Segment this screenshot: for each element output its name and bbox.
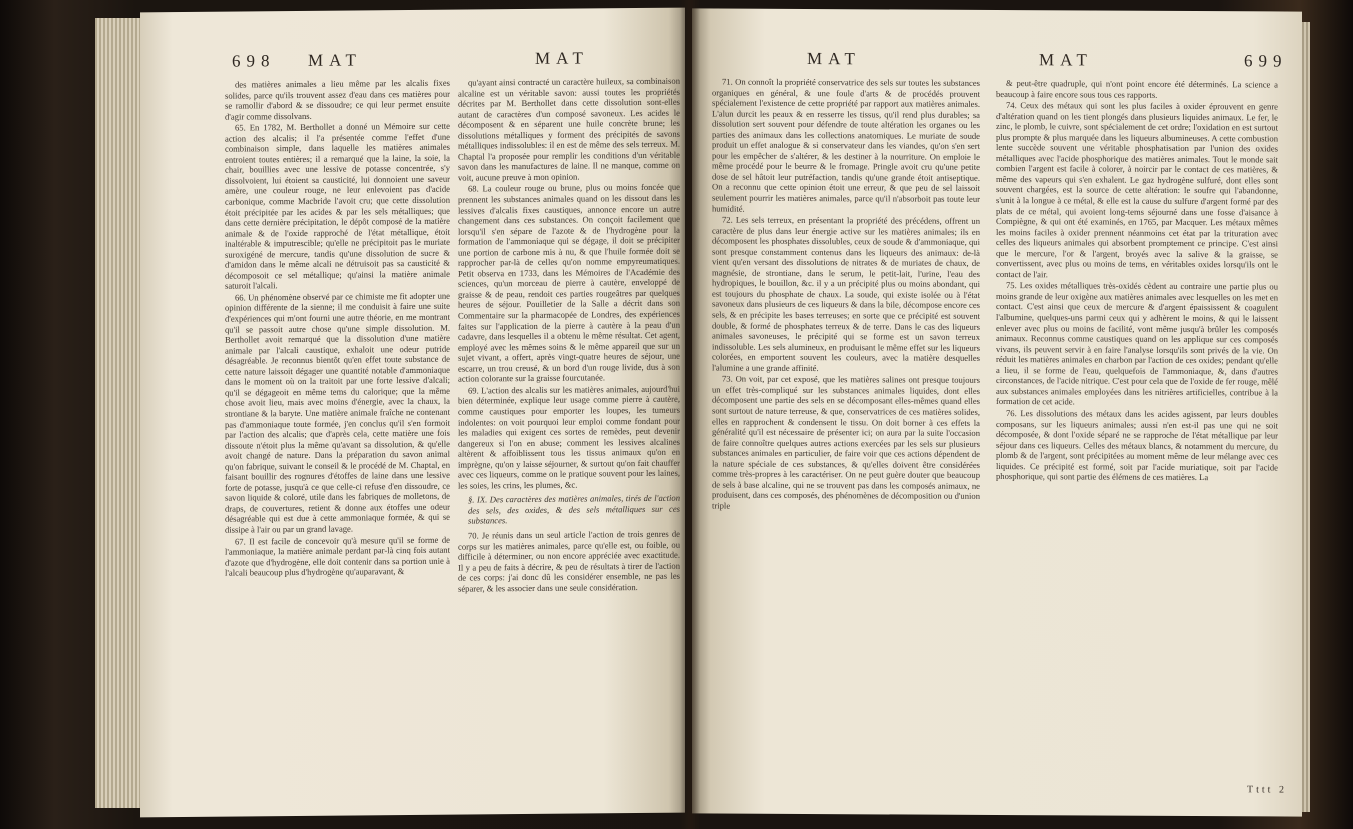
signature-mark: Tttt 2 [1247,784,1287,796]
paragraph: 65. En 1782, M. Berthollet a donné un Mémoire sur cette action des alcalis; il l'a présentée comme l'effet d'une combinaison simple, dans laquelle les matières animales entroient toutes entières; il a remarqué que la laine, la soie, la chair, bouillies avec une lessive de potasse concentrée, s'y dissolvoient, lui étoient sa causticité, lui donnoient une saveur amère, une couleur rouge, ne leur enlevoient pas d'acide carbonique, comme Macbride l'avoit cru; que cette dissolution étoit précipitée par les acides & par les sels métalliques; que dans cette dernière précipitation, le dépôt composé de la matière animale & de l'oxide rapproché de l'état métallique, étoit inaltérable & imputrescible; qu'elle ne précipitoit pas le muriate suroxigéné de mercure, tandis qu'une dissolution de sucre & d'amidon dans le même alcali ne détruisoit pas sa causticité & décomposoit ce sel métallique; qu'ainsi la matière animale saturoit l'alcali. [225,120,450,292]
left-column-2 [458,76,680,595]
paragraph: 75. Les oxides métalliques très-oxidés cèdent au contraire une partie plus ou moins grande de leur oxigène aux matières animales avec lesquelles on les met en contact. C'est ainsi que ceux de mercure & d'argent épaississent & coagulent l'albumine, quelques-uns parmi ceux qui y adhèrent le moins, & qui le laissent enlever avec plus ou moins de facilité, vont même jusqu'à brûler les composés animaux. Reconnus comme caustiques quand on les applique sur ces composés vivans, ils peuvent servir à en faire l'analyse lorsqu'ils sont privés de la vie. On réduit les matières animales en charbon par l'action de ces oxides; pendant qu'elle a lieu, il se forme de l'eau, quelquefois de l'ammoniaque, &, dans d'autres circonstances, de l'acide nitrique. C'est pour cela que de l'oxide de fer rouge, mêlé aux substances animales employées dans les nitrières artificielles, contribue à la formation de cet acide. [996,280,1278,407]
paragraph: 76. Les dissolutions des métaux dans les acides agissent, par leurs doubles composans, sur les liqueurs animales; aussi n'en est-il pas une qui ne soit décomposée, & dont l'oxide séparé ne se rapproche de l'état métallique par leur séjour dans ces liqueurs. Celles des métaux blancs, & notamment du mercure, du plomb & de l'argent, sont précipitées au moment même de leur mélange avec ces liquides. Ce précipité est formé, soit par l'acide muriatique, soit par l'acide phosphorique, qui sont partie des élémens de ces matières. La [996,408,1278,483]
running-head-right-b: MAT [1039,50,1093,70]
book-gutter [680,0,700,829]
right-column-1 [712,77,980,514]
paragraph: 72. Les sels terreux, en présentant la propriété des précédens, offrent un caractère de plus dans leur énergie active sur les matières animales; ils en décomposent les phosphates dissolubles, ceux de soude & d'ammoniaque, qui sont presque constamment contenus dans les liqueurs des animaux: de-là vient qu'en versant des dissolutions de nitrates & de muriates de chaux, de magnésie, de strontiane, dans le serum, le petit-lait, l'urine, l'eau des hydropiques, le bouillon, &c. il y a un précipité plus ou moins abondant, qui est toujours du phosphate de chaux. La soude, qui existe isolée ou à l'état savoneux dans plusieurs de ces liqueurs & dans la bile, décompose encore ces sels, & en précipite les bases terreuses; en sorte que ce précipité est souvent double, & formé de phosphates terreux & de terre. Dans le cas des liqueurs animales savoneuses, le précipité qui se forme est un savon terreux indissoluble. Les sels alumineux, en produisant le même effet sur les liqueurs colorées, en emportent souvent les couleurs, avec la matière desquelles l'alumine a une grande affinité. [712,214,980,373]
paragraph: 67. Il est facile de concevoir qu'à mesure qu'il se forme de l'ammoniaque, la matière animale perdant par-là cinq fois autant d'azote que d'hydrogène, elle doit contenir dans sa portion unie à l'alcali beaucoup plus d'hydrogène qu'auparavant, & [225,534,450,578]
running-head-left-a: MAT [308,50,362,70]
right-page [692,8,1302,816]
paragraph: qu'ayant ainsi contracté un caractère huileux, sa combinaison alcaline est un véritable savon: aussi toutes les propriétés décrites par M. Berthollet dans cette dissolution sont-elles autant de caractères d'un composé savoneux. Les acides le décomposent & en séparent une huile concrète brune; les dissolutions métalliques y forment des précipités de savons métalliques indissolubles: il en est de même des sels terreux. M. Chaptal l'a proposée pour remplir les conditions d'un véritable savon dans les manufactures de laine. Il ne manque, comme on voit, aucune preuve à mon opinion. [458,75,680,183]
running-head-right-a: MAT [807,49,861,69]
left-column-1 [225,78,450,580]
paragraph: 73. On voit, par cet exposé, que les matières salines ont presque toujours un effet très-compliqué sur les substances animales liquides, dont elles décomposent une partie des sels en se décomposant elles-mêmes quand elles sont surtout de nature terreuse, & que, conservatrices de ces matières solides, elles en rapprochent & condensent le tissu. On doit borner à ces effets la généralité qu'il est nécessaire de présenter ici; on aura par la suite l'occasion de faire connoître quelques autres actions exercées par les sels sur plusieurs substances animales en particulier, de faire voir que ces actions dépendent de la nature spéciale de ces substances, & qu'elles doivent être considérées comme très-propres à les caractériser. On ne peut guère douter que beaucoup de sels à base alcaline, qui ne se trouvent pas dans les composés animaux, ne produisent, dans ces composés, des phénomènes de décomposition ou d'union triple [712,373,980,511]
right-column-2 [996,78,1278,484]
page-number-right: 699 [1244,51,1288,71]
left-page [140,8,685,818]
paragraph: des matières animales a lieu même par les alcalis fixes solides, parce qu'ils trouvent assez d'eau dans ces matières pour se ramollir d'abord & se dissoudre; ce qui leur permet ensuite d'agir comme dissolvans. [225,77,450,122]
running-head-left-b: MAT [535,48,589,68]
paragraph: 68. La couleur rouge ou brune, plus ou moins foncée que prennent les substances animales quand on les dissout dans les lessives d'alcalis fixes caustiques, annonce encore un autre changement dans ces substances. On conçoit facilement que lorsqu'il s'en sépare de l'azote & de l'hydrogène pour la formation de l'ammoniaque qui se dégage, il doit se précipiter une portion de carbone mis à nu, & que l'huile formée doit se rapprocher par-là de celles qu'on nomme empyreumatiques. Petit observa en 1733, dans les Mémoires de l'Académie des sciences, qu'un morceau de pierre à cautère, enveloppé de graisse & de peau, rendoit ces parties rougeâtres par quelques heures de séjour. Pouilletier de la Salle a décrit dans son Commentaire sur la pharmacopée de Londres, des expériences faites sur l'application de la pierre à cautère à la peau d'un cadavre, dans lesquelles il a obtenu le même résultat. Cet agent, employé avec les mêmes soins & le même appareil que sur un sujet vivant, a offert, après vingt-quatre heures de séjour, une escarre, un trou creusé, & un bord d'un rouge livide, dus à son action colorante sur la graisse fourcutanée. [458,182,680,384]
paragraph: 66. Un phénomène observé par ce chimiste me fit adopter une opinion différente de la sienne; il me conduisit à faire une suite d'expériences qui m'ont fourni une autre théorie, en me montrant qu'il se passoit autre chose qu'une simple dissolution. M. Berthollet avoit remarqué que la dissolution d'une matière animale par l'alcali caustique, exhaloit une odeur putride désagréable. Je reconnus bientôt qu'en effet toute substance de cette nature laissoit dégager une quantité notable d'ammoniaque dans le moment où on la traitoit par une forte lessive d'alcali; qu'il se dégageoit en même tems du calorique; que la même chose avoit lieu, mais avec moins d'énergie, avec la chaux, la strontiane & la baryte. Une matière animale fraîche ne contenant pas d'ammoniaque toute formée, j'en conclus qu'il s'en formoit par l'action des alcalis; que d'après cela, cette matière une fois dissoute n'étoit plus la même qu'avant sa dissolution, & qu'elle avoit changé de nature. Dans la préparation du savon animal qu'on fabrique, suivant le conseil & le procédé de M. Chaptal, en faisant bouillir des rognures d'étoffes de laine dans une lessive forte de potasse, jusqu'à ce que celle-ci refuse d'en dissoudre, ce savon liquide & coloré, utile dans les fabriques de molletons, de draps, de couvertures, retient & donne aux étoffes une odeur désagréable qui est due à cette ammoniaque formée, & qui se dissipe à l'air ou par un grand lavage. [225,290,450,535]
paragraph: 70. Je réunis dans un seul article l'action de trois genres de corps sur les matières animales, parce qu'elle est, ou foible, ou difficile à déterminer, ou non encore appréciée avec exactitude. Il y a peu de faits à décrire, & peu de résultats à tirer de l'action de ces corps: j'ai donc dû les considérer ensemble, ne pas les séparer, & les associer dans une seule considération. [458,528,680,594]
page-stack-left [95,18,145,808]
page-number-left: 698 [232,51,276,71]
paragraph: 74. Ceux des métaux qui sont les plus faciles à oxider éprouvent en genre d'altération quand on les tient plongés dans plusieurs liquides animaux. Le fer, le zinc, le plomb, le cuivre, sont spécialement de cet ordre; l'oxidation en est surtout plus prompte & plus marquée dans les liqueurs albumineuses. A cette combustion lente succède souvent une véritable phosphatisation par l'union des oxides métalliques avec l'acide phosphorique des matières animales. Tout le monde sait combien l'argent est facile à colorer, à noircir par le contact de ces matières, & même des vapeurs qui s'en exhalent. Le gaz hydrogène sulfuré, dont elles sont souvent chargées, est la source de cette altération: le soufre qui l'abandonne, s'unit à la longue à ce métal, & elle est la cause du sulfure d'argent formé par des plats de ce métal, qui avoient long-tems séjourné dans une fosse d'aisance à Compiègne, & qui ont été examinés, en 1765, par Macquer. Les métaux mêmes les moins faciles à oxider prennent néanmoins cet état par la trituration avec celles des liqueurs animales qui absorbent promptement ce principe. C'est ainsi que le mercure, l'or & l'argent, broyés avec la salive & la graisse, se convertissent, avec plus ou moins de tems, en véritables oxides lorsqu'ils ont le contact de l'air. [996,100,1278,280]
section-heading: §. IX. Des caractères des matières animales, tirés de l'action des sels, des oxides, & des sels métalliques sur ces substances. [468,492,680,526]
paragraph: 71. On connoît la propriété conservatrice des sels sur toutes les substances organiques en général, & une foule d'arts & de procédés prouvent spécialement l'existence de cette propriété par rapport aux matières animales. L'alun durcit les peaux & en resserre les tissus, qu'il rend plus durables; sa dissolution sert souvent pour défendre de toute altération les organes ou les parties des animaux dans les collections anatomiques. Le muriate de soude produit un effet analogue & si conservateur dans les viandes, qu'on s'en sert pour les empêcher de s'altérer, & les destiner à la nourriture. On emploie le même procédé pour le beurre & le fromage. Pringle avoit cru qu'une petite dose de sel hâtoit leur putréfaction, tandis qu'une grande étoit antiseptique. On a reconnu que cette opinion étoit une erreur, & que peu de sel laissoit seulement pourrir les matières animales, parce qu'il n'absorboit pas toute leur humidité. [712,76,980,214]
paragraph: & peut-être quadruple, qui n'ont point encore été déterminés. La science a beaucoup à faire encore sous tous ces rapports. [996,78,1278,100]
paragraph: 69. L'action des alcalis sur les matières animales, aujourd'hui bien déterminée, explique leur usage comme pierre à cautère, comme caustiques pour emporter les loupes, les tumeurs indolentes: on voit pourquoi leur emploi comme fondant pour les maladies qui exigent ces sortes de remèdes, peut devenir dangereux si l'on en abuse; comment les lessives alcalines altèrent & affoiblissent tous les tissus animaux qu'on en imprègne, qu'on y laisse séjourner, & surtout qu'on fait chauffer avec ces liqueurs, comme on le pratique souvent pour les laines, les soies, les crins, les plumes, &c. [458,383,680,491]
